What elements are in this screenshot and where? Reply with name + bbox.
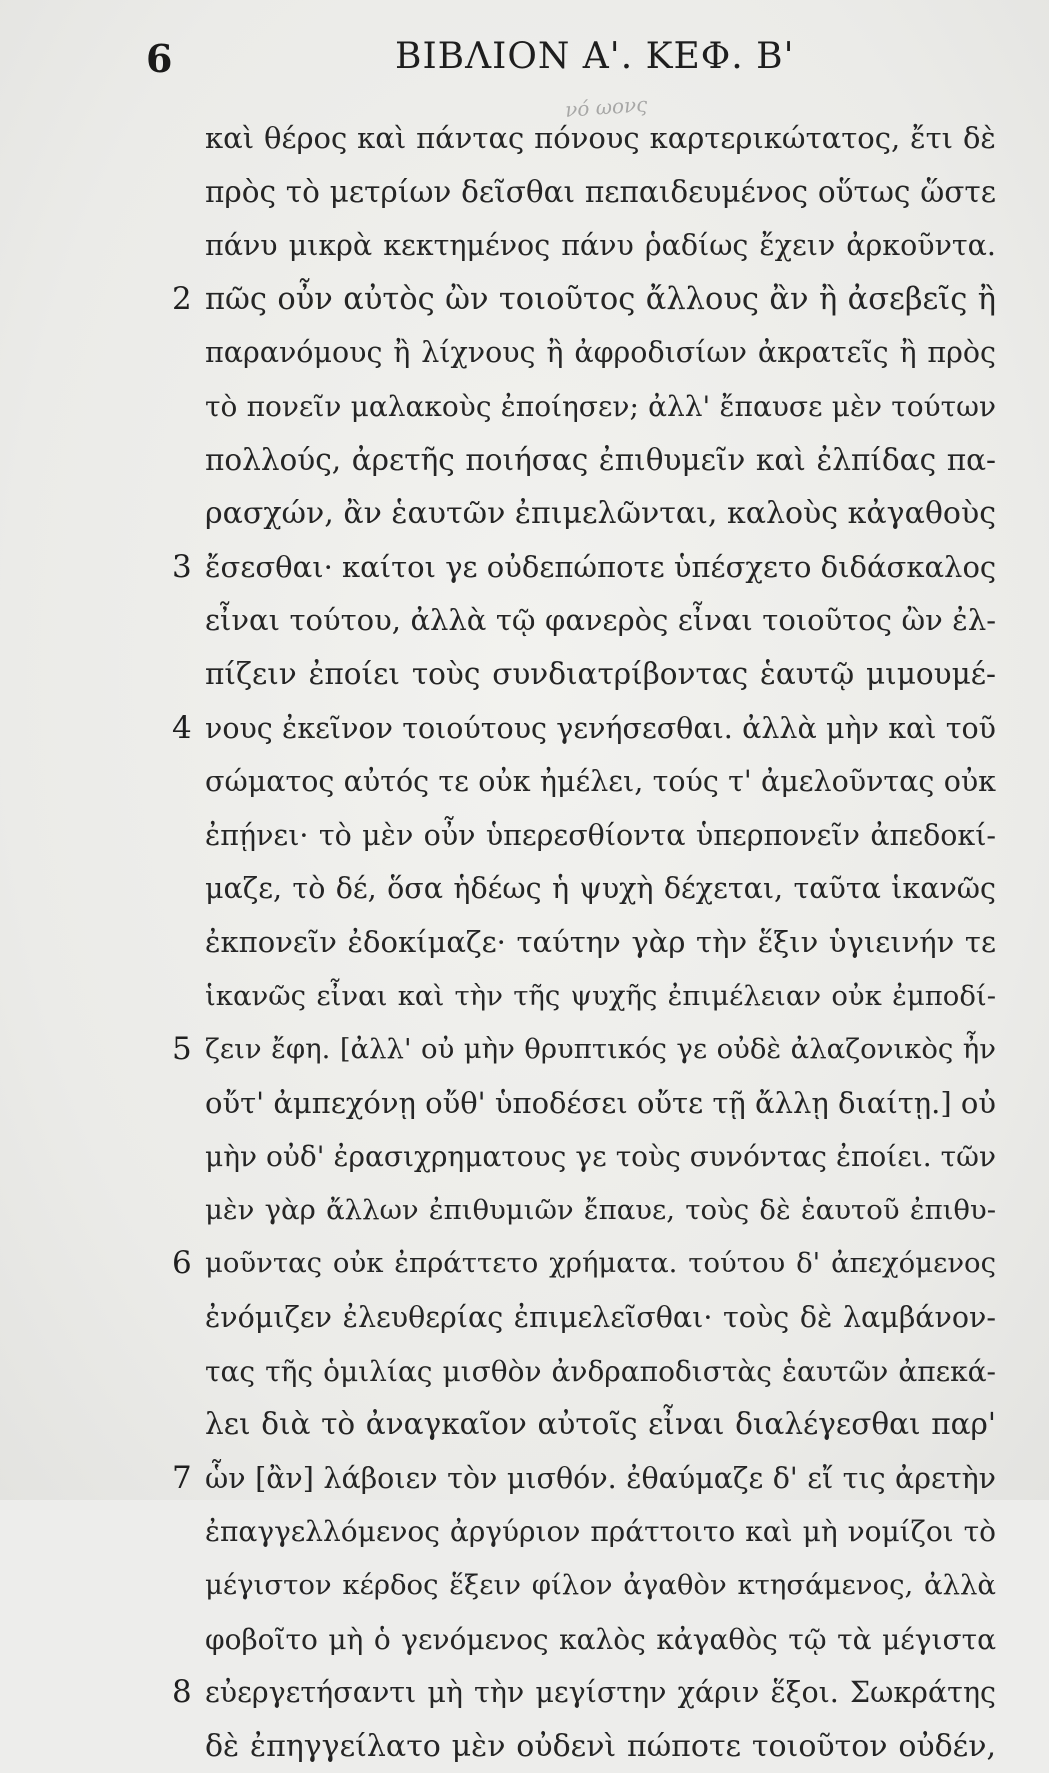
line-text: πολλούς, ἀρετῆς ποιήσας ἐπιθυμεῖν καὶ ἐλπίδας πα- bbox=[205, 442, 996, 477]
line-text: τὸ πονεῖν μαλακοὺς ἐποίησεν; ἀλλ' ἔπαυσε μὲν τούτων bbox=[205, 389, 996, 423]
text-line bbox=[0, 862, 1049, 916]
line-text: ἐπῄνει· τὸ μὲν οὖν ὑπερεσθίοντα ὑπερπονεῖν ἀπεδοκί- bbox=[205, 818, 996, 852]
text-line bbox=[0, 1184, 1049, 1238]
text-line bbox=[0, 1559, 1049, 1613]
text-line bbox=[0, 1452, 1049, 1506]
line-text: ζειν ἔφη. [ἀλλ' οὐ μὴν θρυπτικός γε οὐδὲ ἀλαζονικὸς ἦν bbox=[205, 1033, 996, 1066]
line-text: ἐκπονεῖν ἐδοκίμαζε· ταύτην γὰρ τὴν ἕξιν ὑγιεινήν τε bbox=[205, 924, 996, 959]
text-line bbox=[0, 487, 1049, 541]
page-number: 6 bbox=[146, 36, 173, 81]
line-text: καὶ θέρος καὶ πάντας πόνους καρτερικώτατος, ἔτι δὲ bbox=[205, 121, 996, 155]
line-text: δὲ ἐπηγγείλατο μὲν οὐδενὶ πώποτε τοιοῦτον οὐδέν, bbox=[205, 1728, 996, 1764]
text-line bbox=[0, 1720, 1049, 1773]
line-text: ἐπαγγελλόμενος ἀργύριον πράττοιτο καὶ μὴ νομίζοι τὸ bbox=[205, 1515, 996, 1549]
greek-text-body bbox=[0, 112, 1049, 1773]
page-header bbox=[0, 28, 1049, 88]
line-text: φοβοῖτο μὴ ὁ γενόμενος καλὸς κἀγαθὸς τῷ τὰ μέγιστα bbox=[205, 1622, 996, 1656]
line-text: πρὸς τὸ μετρίων δεῖσθαι πεπαιδευμένος οὕτως ὥστε bbox=[205, 174, 996, 209]
line-text: πίζειν ἐποίει τοὺς συνδιατρίβοντας ἑαυτῷ μιμουμέ- bbox=[205, 656, 996, 691]
section-number: 2 bbox=[172, 280, 192, 317]
text-line bbox=[0, 594, 1049, 648]
text-line bbox=[0, 916, 1049, 970]
text-line bbox=[0, 541, 1049, 595]
line-text: παρανόμους ἢ λίχνους ἢ ἀφροδισίων ἀκρατεῖς ἢ πρὸς bbox=[205, 336, 996, 370]
running-head: ΒΙΒΛΙΟΝ Α'. ΚΕΦ. Β' bbox=[395, 36, 795, 77]
line-text: ρασχών, ἂν ἑαυτῶν ἐπιμελῶνται, καλοὺς κἀγαθοὺς bbox=[205, 496, 996, 532]
section-number: 3 bbox=[172, 548, 192, 585]
line-text: ἔσεσθαι· καίτοι γε οὐδεπώποτε ὑπέσχετο διδάσκαλος bbox=[205, 549, 997, 584]
line-text: ἐνόμιζεν ἐλευθερίας ἐπιμελεῖσθαι· τοὺς δὲ λαμβάνον- bbox=[205, 1301, 996, 1335]
line-text: μὲν γὰρ ἄλλων ἐπιθυμιῶν ἔπαυε, τοὺς δὲ ἑαυτοῦ ἐπιθυ- bbox=[205, 1193, 996, 1226]
line-text: ὧν [ἂν] λάβοιεν τὸν μισθόν. ἐθαύμαζε δ' εἴ τις ἀρετὴν bbox=[205, 1461, 996, 1495]
text-line bbox=[0, 702, 1049, 756]
text-line bbox=[0, 1345, 1049, 1399]
line-text: νους ἐκεῖνον τοιούτους γενήσεσθαι. ἀλλὰ μὴν καὶ τοῦ bbox=[205, 711, 996, 745]
line-text: εὐεργετήσαντι μὴ τὴν μεγίστην χάριν ἕξοι. Σωκράτης bbox=[205, 1676, 996, 1710]
section-number: 4 bbox=[172, 709, 192, 746]
text-line bbox=[0, 1666, 1049, 1720]
section-number: 5 bbox=[172, 1031, 192, 1068]
section-number: 8 bbox=[172, 1674, 192, 1711]
text-line bbox=[0, 1613, 1049, 1667]
text-line bbox=[0, 166, 1049, 220]
text-line bbox=[0, 1023, 1049, 1077]
text-line bbox=[0, 1237, 1049, 1291]
line-text: ἱκανῶς εἶναι καὶ τὴν τῆς ψυχῆς ἐπιμέλειαν οὐκ ἐμποδί- bbox=[205, 979, 996, 1012]
text-line bbox=[0, 1398, 1049, 1452]
line-text: πάνυ μικρὰ κεκτημένος πάνυ ῥαδίως ἔχειν ἀρκοῦντα. bbox=[205, 229, 996, 263]
text-line bbox=[0, 273, 1049, 327]
line-text: μέγιστον κέρδος ἕξειν φίλον ἀγαθὸν κτησάμενος, ἀλλὰ bbox=[205, 1569, 996, 1602]
text-line bbox=[0, 648, 1049, 702]
text-line bbox=[0, 1291, 1049, 1345]
text-line bbox=[0, 112, 1049, 166]
text-line bbox=[0, 755, 1049, 809]
text-line bbox=[0, 380, 1049, 434]
text-line bbox=[0, 434, 1049, 488]
text-line bbox=[0, 1130, 1049, 1184]
line-text: εἶναι τούτου, ἀλλὰ τῷ φανερὸς εἶναι τοιοῦτος ὢν ἐλ- bbox=[205, 603, 996, 638]
line-text: μοῦντας οὐκ ἐπράττετο χρήματα. τούτου δ' ἀπεχόμενος bbox=[205, 1247, 996, 1280]
line-text: πῶς οὖν αὐτὸς ὢν τοιοῦτος ἄλλους ἂν ἢ ἀσεβεῖς ἢ bbox=[205, 281, 996, 317]
line-text: μαζε, τὸ δέ, ὅσα ἡδέως ἡ ψυχὴ δέχεται, ταῦτα ἱκανῶς bbox=[205, 872, 996, 906]
text-line bbox=[0, 219, 1049, 273]
text-line bbox=[0, 326, 1049, 380]
line-text: μὴν οὐδ' ἐρασιχρηματους γε τοὺς συνόντας ἐποίει. τῶν bbox=[205, 1140, 996, 1174]
text-line bbox=[0, 970, 1049, 1024]
text-line bbox=[0, 1077, 1049, 1131]
section-number: 7 bbox=[172, 1459, 192, 1496]
line-text: σώματος αὐτός τε οὐκ ἠμέλει, τούς τ' ἀμελοῦντας οὐκ bbox=[205, 765, 996, 799]
section-number: 6 bbox=[172, 1245, 192, 1282]
text-line bbox=[0, 1505, 1049, 1559]
handwritten-annotation: νό ωονς bbox=[564, 92, 649, 122]
line-text: τας τῆς ὁμιλίας μισθὸν ἀνδραποδιστὰς ἑαυτῶν ἀπεκά- bbox=[205, 1354, 996, 1388]
text-line bbox=[0, 809, 1049, 863]
line-text: λει διὰ τὸ ἀναγκαῖον αὐτοῖς εἶναι διαλέγεσθαι παρ' bbox=[205, 1407, 996, 1442]
line-text: οὔτ' ἀμπεχόνῃ οὔθ' ὑποδέσει οὔτε τῇ ἄλλῃ διαίτῃ.] οὐ bbox=[205, 1085, 996, 1120]
